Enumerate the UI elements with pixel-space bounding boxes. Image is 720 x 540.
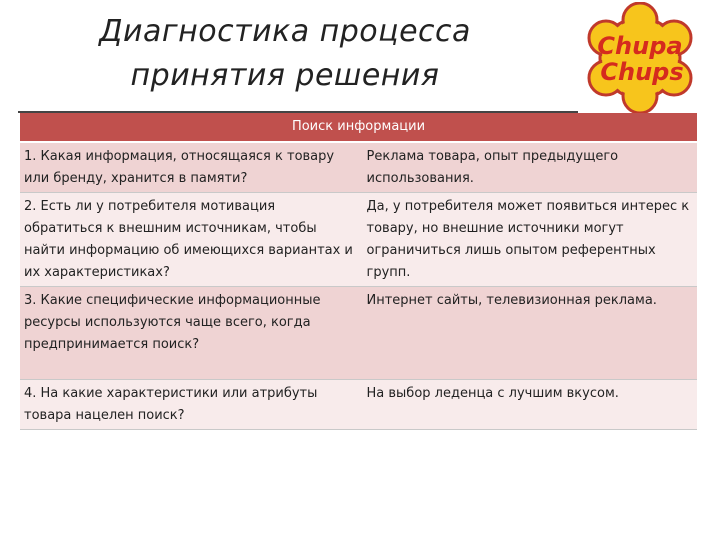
table-header: Поиск информации [20, 113, 697, 142]
question-cell: 4. На какие характеристики или атрибуты товара нацелен поиск? [20, 380, 359, 430]
table-row [20, 380, 697, 430]
slide-title [40, 10, 530, 98]
question-cell: 1. Какая информация, относящаяся к товару или бренду, хранится в памяти? [20, 142, 359, 193]
answer-cell: Реклама товара, опыт предыдущего использования. [359, 142, 698, 193]
question-cell: 3. Какие специфические информационные ресурсы используются чаще всего, когда предпринимается поиск? [20, 287, 359, 380]
logo-text-line1: Chupa [597, 32, 683, 60]
table-header-row [20, 113, 697, 142]
answer-cell: На выбор леденца с лучшим вкусом. [359, 380, 698, 430]
search-info-table [20, 113, 697, 430]
slide-title-line2: принятия решения [130, 58, 440, 93]
table-row [20, 142, 697, 193]
answer-cell: Интернет сайты, телевизионная реклама. [359, 287, 698, 380]
table-row [20, 287, 697, 380]
chupa-chups-flower-logo-icon [580, 2, 700, 114]
table-row [20, 193, 697, 287]
slide-title-line1: Диагностика процесса [99, 14, 471, 49]
answer-cell: Да, у потребителя может появиться интерес к товару, но внешние источники могут ограничиться лишь опытом референтных групп. [359, 193, 698, 287]
logo-text-line2: Chups [600, 58, 684, 86]
question-cell: 2. Есть ли у потребителя мотивация обратиться к внешним источникам, чтобы найти информацию об имеющихся вариантах и их характеристиках? [20, 193, 359, 287]
